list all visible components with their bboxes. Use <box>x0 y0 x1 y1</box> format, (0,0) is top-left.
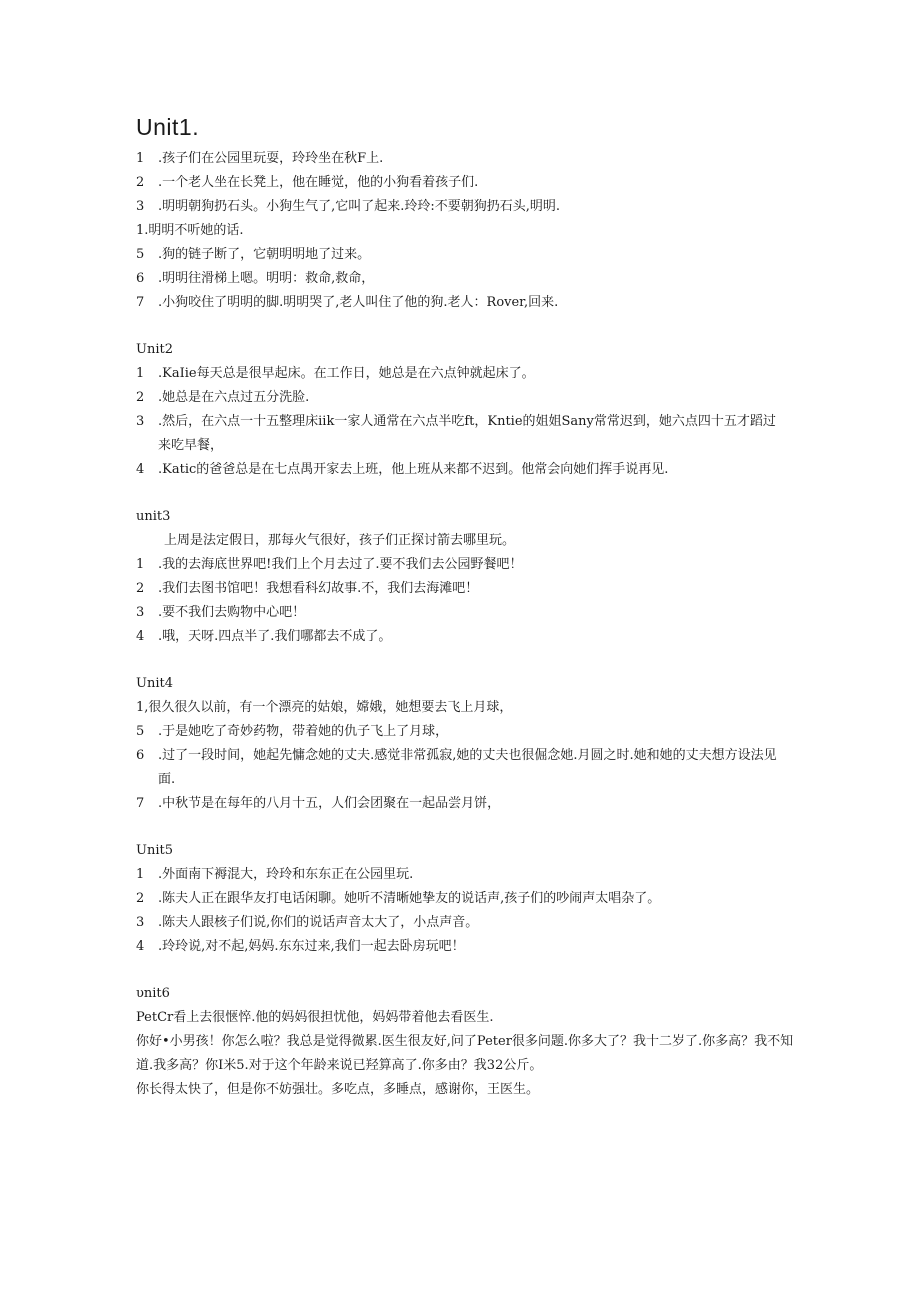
unit1-line-6 <box>136 267 796 291</box>
unit6-paragraph-1: PetCr看上去很惬悴.他的妈妈很担忧他，妈妈带着他去看医生. <box>136 1010 494 1025</box>
line-text: .然后，在六点一十五整理床iik一家人通常在六点半吃ft，Kntie的姐姐Sany常常迟到，她六点四十五才蹈过来吃早餐， <box>158 414 776 453</box>
unit3-section <box>136 505 796 649</box>
unit6-heading: υnit6 <box>136 986 170 1001</box>
unit3-line-3 <box>136 601 796 625</box>
unit1-line-2 <box>136 171 796 195</box>
unit1-line-3 <box>136 195 796 219</box>
line-text: .于是她吃了奇妙药物，带着她的仇子飞上了月球， <box>158 724 449 739</box>
unit2-line-3 <box>136 410 796 458</box>
line-number: 1 <box>136 867 145 882</box>
line-number: 2 <box>136 891 145 906</box>
line-number: 4 <box>136 939 145 954</box>
line-text: .狗的链子断了，它朝明明地了过来。 <box>158 247 371 262</box>
line-text: .小狗咬住了明明的脚.明明哭了,老人叫住了他的狗.老人：Rover,回来. <box>158 295 559 310</box>
line-number: 3 <box>136 605 145 620</box>
line-number: 1 <box>136 366 145 381</box>
unit5-section <box>136 839 796 959</box>
unit4-heading: Unit4 <box>136 676 173 691</box>
unit3-intro: 上周是法定假日，那每火气很好，孩子们正探讨箭去哪里玩。 <box>164 533 516 548</box>
unit2-heading: Unit2 <box>136 342 173 357</box>
line-text: .陈夫人跟核子们说,你们的说话声音太大了，小点声音。 <box>158 915 479 930</box>
unit4-line-2 <box>136 720 796 744</box>
line-text: .一个老人坐在长凳上，他在睡觉，他的小狗看着孩子们. <box>158 175 479 190</box>
line-number: 7 <box>136 295 145 310</box>
line-text: .哦，天呀.四点半了.我们哪都去不成了。 <box>158 629 392 644</box>
unit2-line-2 <box>136 386 796 410</box>
unit1-line-5 <box>136 243 796 267</box>
unit5-line-1 <box>136 863 796 887</box>
line-number: 3 <box>136 199 145 214</box>
unit3-heading: unit3 <box>136 509 171 524</box>
line-text: .孩子们在公园里玩耍，玲玲坐在秋F上. <box>158 151 384 166</box>
line-text: .Katic的爸爸总是在七点禺开家去上班，他上班从来都不迟到。他常会向她们挥手说再见. <box>158 462 669 477</box>
unit2-line-1 <box>136 362 796 386</box>
line-text: .玲玲说,对不起,妈妈.东东过来,我们一起去卧房玩吧！ <box>158 939 465 954</box>
unit1-line-7 <box>136 291 796 315</box>
unit1-heading: Unit1. <box>136 114 200 140</box>
line-text: .陈夫人正在跟华友打电话闲聊。她听不清晰她挚友的说话声,孩子们的吵闹声太唱杂了。 <box>158 891 661 906</box>
line-text: .明明往滑梯上嗯。明明：救命,救命， <box>158 271 375 286</box>
unit3-line-2 <box>136 577 796 601</box>
unit4-line-3 <box>136 744 796 792</box>
unit6-paragraph-2: 你好•小男孩！你怎么啦？我总是觉得微累.医生很友好,问了Peter很多问题.你多大了？我十二岁了.你多高？我不知道.我多高？你I米5.对于这个年龄来说已羟算高了.你多由？我32公斤。 <box>136 1034 794 1073</box>
unit5-line-2 <box>136 887 796 911</box>
line-number: 2 <box>136 390 145 405</box>
line-text: .过了一段时间，她起先慵念她的丈夫.感觉非常孤寂,她的丈夫也很倔念她.月圆之时.她和她的丈夫想方设法见面. <box>158 748 777 787</box>
unit4-line-1: 1,很久很久以前，有一个漂亮的姑娘，嫦娥，她想要去飞上月球， <box>136 700 513 715</box>
line-text: .她总是在六点过五分洗脸. <box>158 390 310 405</box>
unit2-line-4 <box>136 458 796 482</box>
document-page <box>136 112 796 1102</box>
unit3-line-1 <box>136 553 796 577</box>
line-text: .要不我们去购物中心吧！ <box>158 605 306 620</box>
unit4-line-4 <box>136 792 796 816</box>
line-text: .外面南下褥混大，玲玲和东东正在公园里玩. <box>158 867 414 882</box>
unit4-section <box>136 672 796 816</box>
unit1-line-4: 1.明明不听她的话. <box>136 223 244 238</box>
line-number: 4 <box>136 462 145 477</box>
line-text: .KaIie每天总是很早起床。在工作日，她总是在六点钟就起床了。 <box>158 366 535 381</box>
line-number: 1 <box>136 151 145 166</box>
line-number: 6 <box>136 748 145 763</box>
line-number: 6 <box>136 271 145 286</box>
unit5-line-4 <box>136 935 796 959</box>
line-text: .我们去图书馆吧！我想看科幻故事.不，我们去海滩吧！ <box>158 581 479 596</box>
line-number: 3 <box>136 915 145 930</box>
line-number: 5 <box>136 247 145 262</box>
unit1-line-1 <box>136 147 796 171</box>
line-number: 7 <box>136 796 145 811</box>
unit3-line-4 <box>136 625 796 649</box>
line-number: 2 <box>136 581 145 596</box>
line-text: .中秋节是在每年的八月十五，人们会团聚在一起品尝月饼， <box>158 796 501 811</box>
line-number: 3 <box>136 414 145 429</box>
line-number: 5 <box>136 724 145 739</box>
unit6-section <box>136 982 796 1102</box>
line-number: 1 <box>136 557 145 572</box>
unit1-section <box>136 112 796 315</box>
unit2-section <box>136 338 796 482</box>
line-text: .我的去海底世界吧!我们上个月去过了.要不我们去公园野餐吧！ <box>158 557 523 572</box>
unit5-heading: Unit5 <box>136 843 173 858</box>
unit6-paragraph-3: 你长得太快了，但是你不妨强壮。多吃点，多睡点，感谢你，王医生。 <box>136 1082 540 1097</box>
line-number: 2 <box>136 175 145 190</box>
line-number: 4 <box>136 629 145 644</box>
unit5-line-3 <box>136 911 796 935</box>
line-text: .明明朝狗扔石头。小狗生气了,它叫了起来.玲玲:不要朝狗扔石头,明明. <box>158 199 561 214</box>
